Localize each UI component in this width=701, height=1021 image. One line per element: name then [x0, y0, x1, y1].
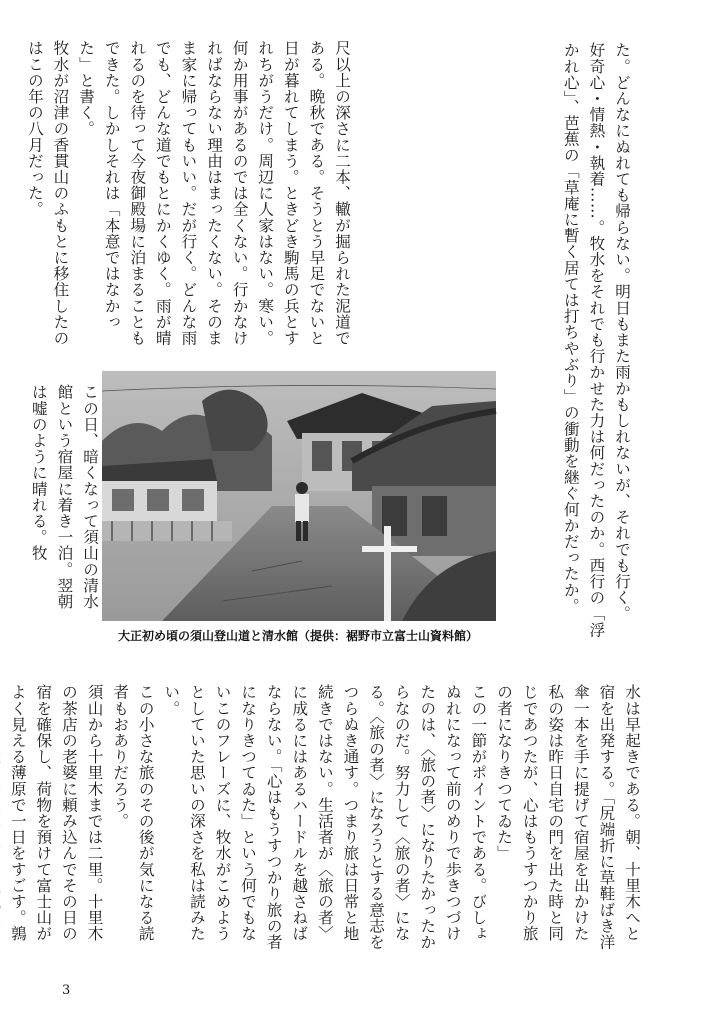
article-column-bottom: 水は早起きである。朝、十里木へと宿を出発する。「尻端折に草鞋ばき洋傘一本を手に提げて宿屋を出かけた私の姿は昨日自宅の門を出た時と同じであつたが、心はもうすつかり旅の者になりきつてゐた」 この一節がポイントである。びしょぬれになって前のめりで歩きつづけたのは、〈旅の者〉になりたかったからなのだ。努力して〈旅の者〉になる。〈旅の者〉になろうとする意志をつらぬき通す。つまり旅は日常と地続きではない。生活者が〈旅の者〉に成るにはあるハードルを越さねばならない。「心はもうすつかり旅の者になりきつてゐた」という何でもないこのフレーズに、牧水がこめようとしていた思いの深さを私は読みたい。 この小さな旅のその後が気になる読者もおありだろう。 須山から十里木までは二里。十里木の茶店の老婆に頼み込んでその日の宿を確保し、荷物を預けて富士山がよく見える薄原で一日をすごす。鶉 [8, 684, 641, 950]
historic-photo [102, 371, 496, 621]
article-column-top-right: た。どんなにぬれても帰らない。明日もまた雨かもしれないが、それでも行く。 好奇心・情熱・執着……。牧水をそれでも行かせた力は何だったのか。西行の「浮かれ心」、芭蕉の「草庵に暫く居ては打ちやぶり」の衝動を継ぐ何かだったか。 [561, 42, 631, 638]
article-column-beside-photo: この日、暗くなって須山の清水館という宿屋に着き一泊。翌朝は嘘のように晴れる。牧 [29, 384, 99, 610]
photo-caption: 大正初め頃の須山登山道と清水館（提供：裾野市立富士山資料館） [118, 629, 479, 643]
page-number: 3 [62, 983, 71, 998]
photo-illustration [102, 371, 496, 621]
article-column-top-left: 尺以上の深さに二本、轍が掘られた泥道である。晩秋である。そうとう早足でないと日が暮れてしまう。ときどき駒馬の兵とすれちがうだけ。周辺に人家はない。寒い。 何か用事があるのでは全くない。行かなければならない理由はまったくない。そのまま家に帰ってもいい。だが行く。どんな雨でも、どんな道でもとにかくゆく。雨が晴れるのを待って今夜御殿場に泊まることもできた。しかしそれは「本意ではなかった」と書く。 牧水が沼津の香貫山のふもとに移住したのはこの年の八月だった。 [25, 40, 351, 346]
